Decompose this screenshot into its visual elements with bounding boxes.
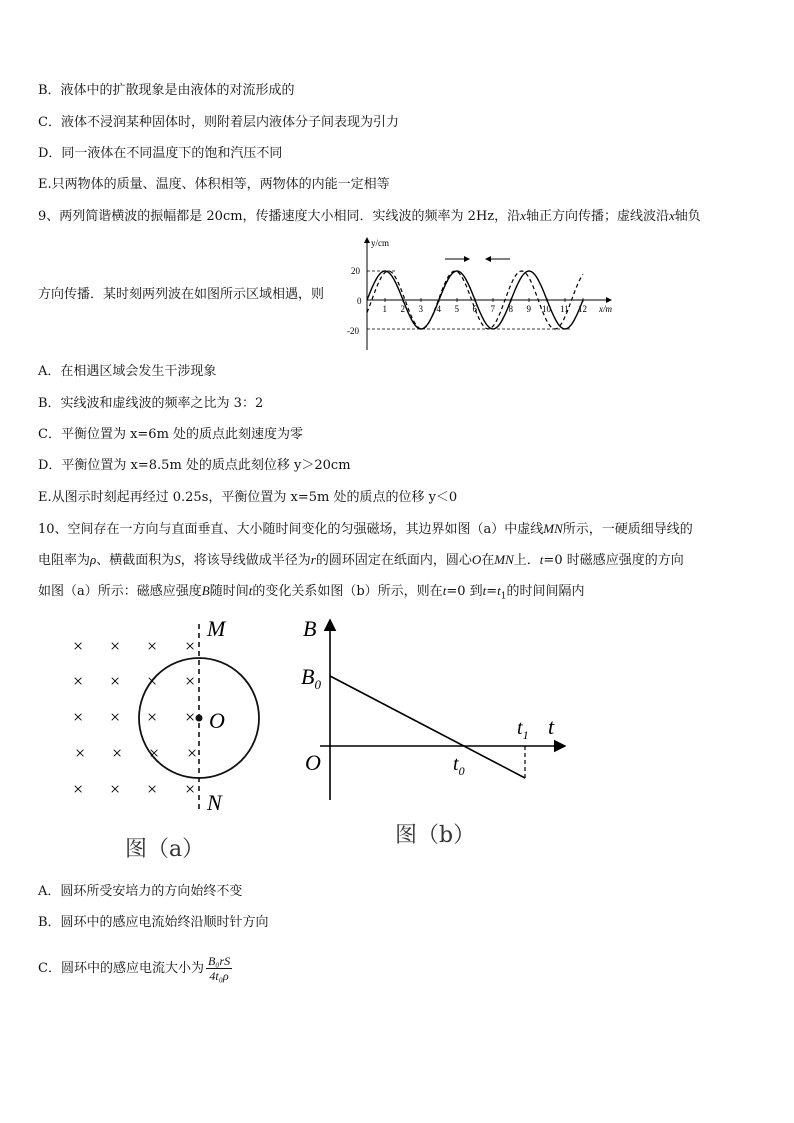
- field-cross-icon: ×: [75, 743, 86, 763]
- q9-xtick-5: 5: [454, 304, 459, 314]
- q10-figure-a-caption: 图（a）: [125, 837, 205, 862]
- q9-stem-line1: 9、两列简谐横波的振幅都是 20cm，传播速度大小相同．实线波的频率为 2Hz，沿x轴正方向传播；虚线波沿x轴负: [38, 208, 701, 224]
- q10-center-dot: [196, 715, 203, 722]
- q9-xtick-1: 1: [382, 304, 387, 314]
- field-cross-icon: ×: [110, 707, 121, 727]
- q10-figure-b-caption: 图（b）: [395, 823, 476, 848]
- field-cross-icon: ×: [185, 779, 196, 799]
- q8-option-e: E.只两物体的质量、温度、体积相等，两物体的内能一定相等: [38, 177, 390, 192]
- q10-option-c: C．圆环中的感应电流大小为 $\frac{\text{B₀rS}}{\text{4t₀ρ}}$: [38, 954, 231, 983]
- q10-label-t-axis: t: [548, 714, 555, 739]
- field-cross-icon: ×: [110, 779, 121, 799]
- q10-label-b0: $B_0$: [301, 664, 321, 692]
- q9-xtick-11: 11: [560, 304, 569, 314]
- q10-stem-line2: 电阻率为ρ、横截面积为S，将该导线做成半径为r的圆环固定在纸面内，圆心O在MN上．t=0 时磁感应强度的方向: [38, 552, 684, 568]
- q9-ytick-20: 20: [351, 266, 360, 276]
- field-cross-icon: ×: [110, 636, 121, 656]
- q10-option-c-fraction: $\frac{\text{B₀rS}}{\text{4t₀ρ}}$: [207, 954, 231, 983]
- q9-option-a: A．在相遇区域会发生干涉现象: [38, 364, 217, 379]
- field-cross-icon: ×: [147, 779, 158, 799]
- field-cross-icon: ×: [112, 743, 123, 763]
- q9-xtick-2: 2: [400, 304, 405, 314]
- q9-option-b: B．实线波和虚线波的频率之比为 3：2: [38, 396, 264, 411]
- q10-stem-line1: 10、空间存在一方向与直面垂直、大小随时间变化的匀强磁场，其边界如图（a）中虚线MN所示，一硬质细导线的: [38, 521, 693, 537]
- q9-x-label: x/m: [599, 304, 612, 314]
- field-cross-icon: ×: [185, 707, 196, 727]
- q8-option-c: C．液体不浸润某种固体时，则附着层内液体分子间表现为引力: [38, 115, 399, 130]
- q10-stem-line3: 如图（a）所示：磁感应强度B随时间t的变化关系如图（b）所示，则在t=0 到$t=t_1$的时间间隔内: [38, 583, 585, 602]
- q10-figure-a: [55, 612, 275, 822]
- q9-y-label: y/cm: [371, 238, 389, 248]
- field-cross-icon: ×: [185, 636, 196, 656]
- field-cross-icon: ×: [187, 743, 198, 763]
- q10-label-b: B: [303, 616, 317, 641]
- q9-xtick-8: 8: [508, 304, 513, 314]
- q9-option-c: C．平衡位置为 x=6m 处的质点此刻速度为零: [38, 427, 304, 442]
- field-cross-icon: ×: [185, 671, 196, 691]
- q9-xtick-3: 3: [418, 304, 423, 314]
- q9-wave-chart: [345, 232, 615, 354]
- field-cross-icon: ×: [73, 779, 84, 799]
- q9-xtick-4: 4: [436, 304, 441, 314]
- q10-label-m: M: [207, 616, 226, 641]
- field-cross-icon: ×: [73, 707, 84, 727]
- field-cross-icon: ×: [110, 671, 121, 691]
- field-cross-icon: ×: [149, 743, 160, 763]
- field-cross-icon: ×: [147, 636, 158, 656]
- field-cross-icon: ×: [73, 636, 84, 656]
- q9-option-e: E.从图示时刻起再经过 0.25s，平衡位置为 x=5m 处的质点的位移 y＜0: [38, 490, 458, 505]
- field-cross-icon: ×: [147, 707, 158, 727]
- q9-xtick-12: 12: [578, 304, 587, 314]
- q8-option-b: B．液体中的扩散现象是由液体的对流形成的: [38, 83, 295, 98]
- q9-xtick-9: 9: [526, 304, 531, 314]
- field-cross-icon: ×: [147, 671, 158, 691]
- q9-xtick-10: 10: [542, 304, 551, 314]
- q10-option-b: B．圆环中的感应电流始终沿顺时针方向: [38, 915, 269, 930]
- q9-ytick-neg20: -20: [347, 326, 359, 336]
- q10-b-line: [330, 676, 525, 778]
- q10-label-o: O: [209, 708, 225, 733]
- q9-stem-line2: 方向传播．某时刻两列波在如图所示区域相遇，则: [38, 287, 325, 302]
- q9-ytick-0: 0: [357, 296, 362, 306]
- q10-label-t1: $t_1$: [517, 717, 529, 742]
- field-cross-icon: ×: [73, 671, 84, 691]
- q10-option-a: A．圆环所受安培力的方向始终不变: [38, 884, 243, 899]
- q10-label-n: N: [207, 790, 222, 815]
- q9-xtick-7: 7: [490, 304, 495, 314]
- q10-label-origin: O: [305, 750, 321, 775]
- q9-option-d: D．平衡位置为 x=8.5m 处的质点此刻位移 y＞20cm: [38, 458, 351, 473]
- q8-option-d: D．同一液体在不同温度下的饱和汽压不同: [38, 146, 283, 161]
- q10-figure-b: [295, 612, 575, 812]
- q10-label-t0: $t_0$: [453, 753, 465, 778]
- q9-xtick-6: 6: [472, 304, 477, 314]
